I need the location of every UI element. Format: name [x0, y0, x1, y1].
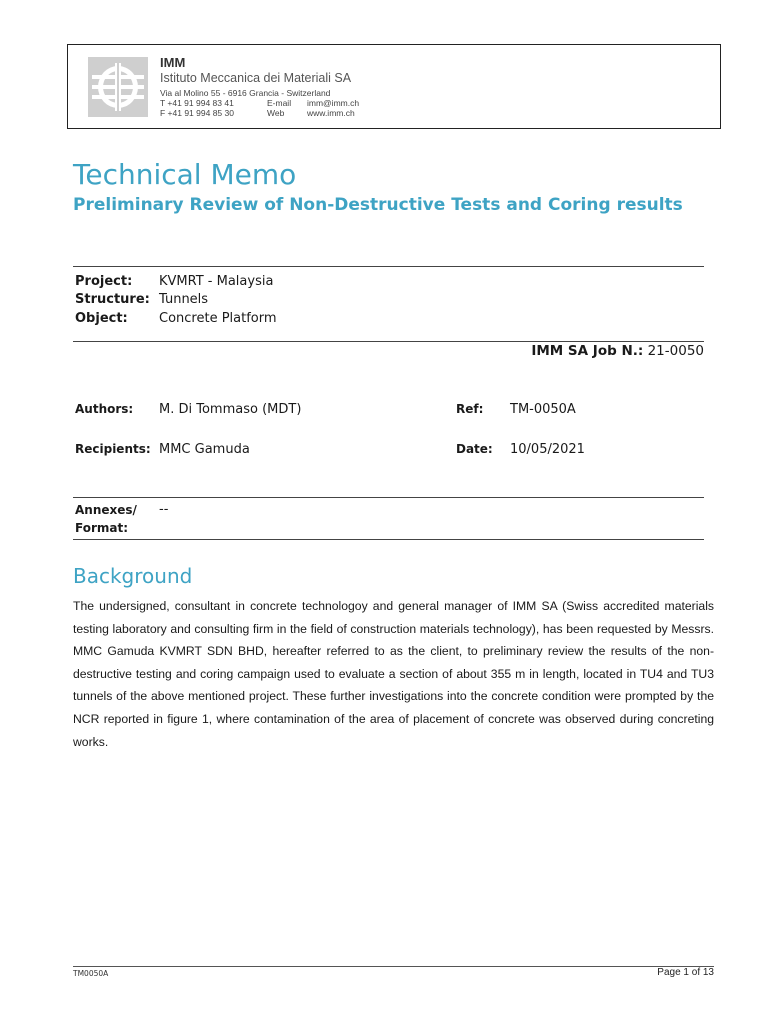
job-label: IMM SA Job N.: [531, 343, 644, 359]
divider [73, 539, 704, 540]
project-value: KVMRT - Malaysia [159, 274, 274, 289]
ref-value: TM-0050A [510, 402, 576, 417]
email-label: E-mail [267, 98, 292, 108]
company-phone: T +41 91 994 83 41 [160, 98, 234, 108]
authors-label: Authors: [75, 402, 134, 416]
date-value: 10/05/2021 [510, 442, 585, 457]
recipients-label: Recipients: [75, 442, 151, 456]
recipients-link[interactable]: MMC Gamuda [159, 442, 250, 457]
company-info [160, 55, 359, 118]
object-value: Concrete Platform [159, 311, 277, 326]
section-heading: Background [73, 564, 193, 588]
structure-value: Tunnels [159, 292, 209, 307]
divider [73, 266, 704, 267]
background-paragraph: The undersigned, consultant in concrete technologoy and general manager of IMM SA (Swiss accredited materials testing laboratory and consulting firm in the field of construction materials technology), has been requested by Messrs. MMC Gamuda KVMRT SDN BHD, hereafter referred to as the client, to preliminary review the results of the non-destructive testing and coring campaign used to evaluate a section of about 355 m in length, located in TU4 and TU3 tunnels of the above mentioned project. These further investigations into the concrete condition were prompted by the NCR reported in figure 1, where contamination of the area of placement of concrete was observed during concreting works. [73, 599, 714, 749]
footer-ref: TM0050A [73, 969, 109, 978]
format-label: Format: [75, 521, 129, 535]
web-label: Web [267, 108, 285, 118]
company-address: Via al Molino 55 - 6916 Grancia - Switzerland [160, 88, 331, 98]
company-web: www.imm.ch [307, 108, 355, 118]
page-number: Page 1 of 13 [657, 967, 714, 978]
authors-value: M. Di Tommaso (MDT) [159, 402, 302, 417]
date-label: Date: [456, 442, 493, 456]
object-label: Object: [75, 311, 128, 326]
annexes-value: -- [159, 502, 169, 517]
annexes-label: Annexes/ [75, 503, 137, 517]
divider [73, 341, 704, 342]
job-number [531, 343, 704, 359]
ref-label: Ref: [456, 402, 484, 416]
company-fax: F +41 91 994 85 30 [160, 108, 234, 118]
divider [73, 497, 704, 498]
structure-label: Structure: [75, 292, 150, 307]
document-title: Technical Memo [73, 158, 297, 191]
company-email: imm@imm.ch [307, 98, 360, 108]
document-subtitle: Preliminary Review of Non-Destructive Tests and Coring results [73, 195, 683, 215]
imm-logo [88, 57, 148, 117]
company-name: Istituto Meccanica dei Materiali SA [160, 71, 352, 85]
company-abbr: IMM [160, 55, 186, 70]
footer-divider [73, 966, 714, 967]
project-label: Project: [75, 274, 133, 289]
letterhead [67, 44, 721, 129]
job-value: 21-0050 [647, 343, 704, 359]
